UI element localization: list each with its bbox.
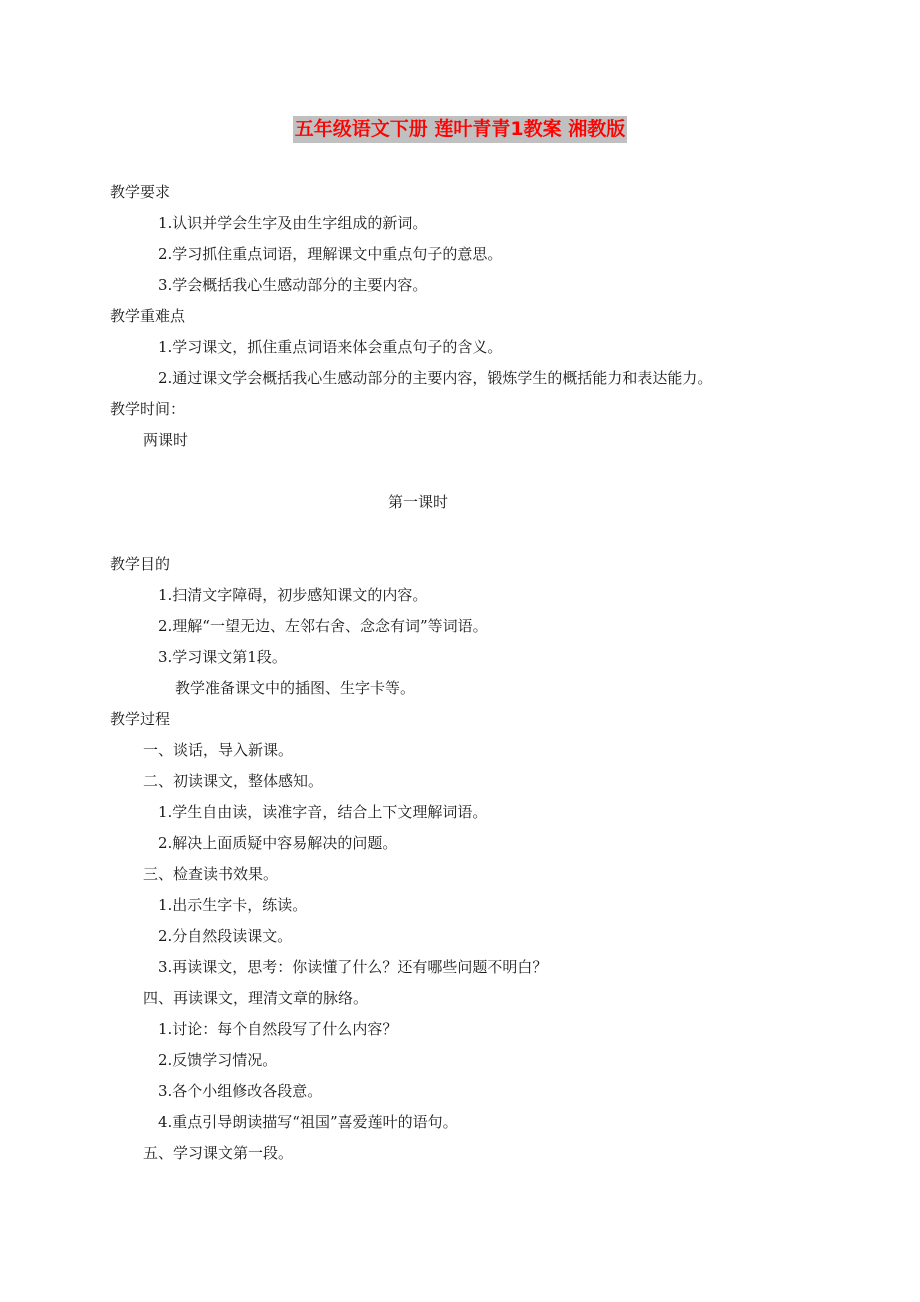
objective-item: 2.理解“一望无边、左邻右舍、念念有词”等词语。: [158, 617, 488, 635]
process-subitem: 3.各个小组修改各段意。: [158, 1082, 323, 1100]
requirement-item: 2.学习抓住重点词语，理解课文中重点句子的意思。: [158, 245, 503, 263]
objective-item: 3.学习课文第1段。: [158, 648, 287, 666]
process-subitem: 4.重点引导朗读描写“祖国”喜爱莲叶的语句。: [158, 1113, 458, 1131]
process-step: 五、学习课文第一段。: [143, 1144, 294, 1162]
process-subitem: 1.讨论：每个自然段写了什么内容？: [158, 1020, 398, 1038]
process-subitem: 3.再读课文，思考：你读懂了什么？还有哪些问题不明白？: [158, 958, 548, 976]
requirement-item: 1.认识并学会生字及由生字组成的新词。: [158, 214, 428, 232]
process-step: 一、谈话，导入新课。: [143, 741, 294, 759]
section-heading-requirements: 教学要求: [110, 183, 171, 201]
key-point-item: 2.通过课文学会概括我心生感动部分的主要内容，锻炼学生的概括能力和表达能力。: [158, 369, 713, 387]
time-value: 两课时: [143, 431, 189, 449]
lesson-heading: 第一课时: [387, 493, 448, 511]
section-heading-objectives: 教学目的: [110, 555, 171, 573]
process-subitem: 1.出示生字卡，练读。: [158, 896, 308, 914]
process-subitem: 1.学生自由读，读准字音，结合上下文理解词语。: [158, 803, 488, 821]
process-step: 四、再读课文，理清文章的脉络。: [143, 989, 369, 1007]
document-title: 五年级语文下册 莲叶青青1教案 湘教版: [293, 116, 627, 143]
process-subitem: 2.反馈学习情况。: [158, 1051, 278, 1069]
process-subitem: 2.解决上面质疑中容易解决的问题。: [158, 834, 398, 852]
section-heading-key-points: 教学重难点: [110, 307, 186, 325]
process-step: 二、初读课文，整体感知。: [143, 772, 324, 790]
title-container: [0, 116, 920, 143]
requirement-item: 3.学会概括我心生感动部分的主要内容。: [158, 276, 428, 294]
section-heading-time: 教学时间：: [110, 400, 186, 418]
preparation-text: 教学准备课文中的插图、生字卡等。: [175, 679, 416, 697]
section-heading-process: 教学过程: [110, 710, 171, 728]
objective-item: 1.扫清文字障碍，初步感知课文的内容。: [158, 586, 428, 604]
process-subitem: 2.分自然段读课文。: [158, 927, 293, 945]
process-step: 三、检查读书效果。: [143, 865, 279, 883]
key-point-item: 1.学习课文，抓住重点词语来体会重点句子的含义。: [158, 338, 503, 356]
